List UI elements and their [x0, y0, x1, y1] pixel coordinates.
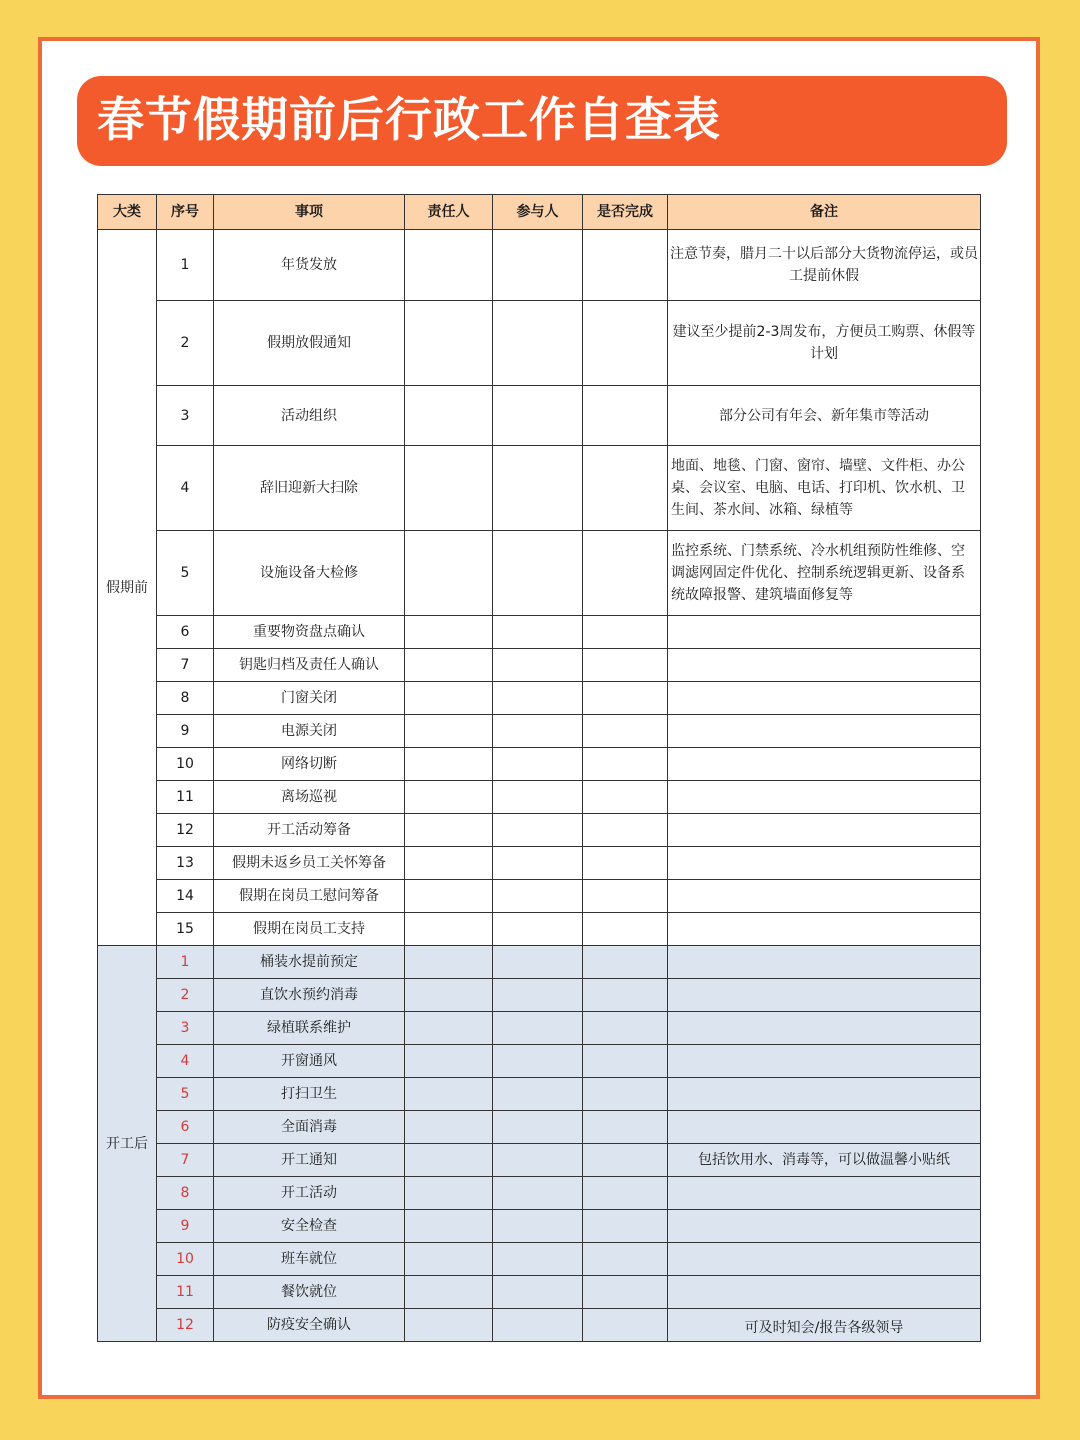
- done-cell[interactable]: [583, 1177, 668, 1210]
- row-item: 开工通知: [214, 1144, 405, 1177]
- row-item: 门窗关闭: [214, 682, 405, 715]
- row-item: 假期在岗员工慰问筹备: [214, 880, 405, 913]
- owner-cell[interactable]: [405, 1309, 493, 1342]
- participant-cell[interactable]: [493, 1177, 583, 1210]
- row-note: 可及时知会/报告各级领导: [668, 1309, 981, 1342]
- participant-cell[interactable]: [493, 1111, 583, 1144]
- header-done: 是否完成: [583, 195, 668, 230]
- row-note: 注意节奏，腊月二十以后部分大货物流停运，或员工提前休假: [668, 230, 981, 301]
- participant-cell[interactable]: [493, 1276, 583, 1309]
- done-cell[interactable]: [583, 230, 668, 301]
- row-item: 班车就位: [214, 1243, 405, 1276]
- page-title: 春节假期前后行政工作自查表: [97, 93, 721, 148]
- after-row: [98, 1243, 981, 1276]
- row-item: 网络切断: [214, 748, 405, 781]
- participant-cell[interactable]: [493, 616, 583, 649]
- row-item: 假期在岗员工支持: [214, 913, 405, 946]
- row-number: 6: [157, 1111, 214, 1144]
- before-row: [98, 230, 981, 301]
- after-row: [98, 1177, 981, 1210]
- owner-cell[interactable]: [405, 913, 493, 946]
- participant-cell[interactable]: [493, 913, 583, 946]
- row-note: [668, 880, 981, 913]
- before-row: [98, 715, 981, 748]
- row-item: 钥匙归档及责任人确认: [214, 649, 405, 682]
- after-row: [98, 1276, 981, 1309]
- row-number: 7: [157, 649, 214, 682]
- header-row: [98, 195, 981, 230]
- owner-cell[interactable]: [405, 1243, 493, 1276]
- row-number: 2: [157, 979, 214, 1012]
- participant-cell[interactable]: [493, 531, 583, 616]
- owner-cell[interactable]: [405, 446, 493, 531]
- row-number: 4: [157, 1045, 214, 1078]
- done-cell[interactable]: [583, 814, 668, 847]
- row-item: 假期放假通知: [214, 301, 405, 386]
- row-item: 开工活动: [214, 1177, 405, 1210]
- done-cell[interactable]: [583, 715, 668, 748]
- row-item: 桶装水提前预定: [214, 946, 405, 979]
- row-note: [668, 1078, 981, 1111]
- row-number: 2: [157, 301, 214, 386]
- row-note: [668, 979, 981, 1012]
- done-cell[interactable]: [583, 386, 668, 446]
- row-number: 15: [157, 913, 214, 946]
- participant-cell[interactable]: [493, 230, 583, 301]
- owner-cell[interactable]: [405, 847, 493, 880]
- before-row: [98, 649, 981, 682]
- owner-cell[interactable]: [405, 1177, 493, 1210]
- done-cell[interactable]: [583, 913, 668, 946]
- row-number: 14: [157, 880, 214, 913]
- row-number: 4: [157, 446, 214, 531]
- done-cell[interactable]: [583, 880, 668, 913]
- after-row: [98, 1309, 981, 1342]
- row-note: [668, 616, 981, 649]
- row-item: 安全检查: [214, 1210, 405, 1243]
- owner-cell[interactable]: [405, 1012, 493, 1045]
- row-note: [668, 847, 981, 880]
- owner-cell[interactable]: [405, 748, 493, 781]
- row-note: [668, 946, 981, 979]
- row-item: 活动组织: [214, 386, 405, 446]
- participant-cell[interactable]: [493, 649, 583, 682]
- row-number: 1: [157, 946, 214, 979]
- after-row: [98, 979, 981, 1012]
- owner-cell[interactable]: [405, 979, 493, 1012]
- row-number: 10: [157, 1243, 214, 1276]
- done-cell[interactable]: [583, 1045, 668, 1078]
- before-row: [98, 880, 981, 913]
- row-note: [668, 1012, 981, 1045]
- before-row: [98, 682, 981, 715]
- done-cell[interactable]: [583, 301, 668, 386]
- owner-cell[interactable]: [405, 1276, 493, 1309]
- participant-cell[interactable]: [493, 1078, 583, 1111]
- participant-cell[interactable]: [493, 446, 583, 531]
- participant-cell[interactable]: [493, 880, 583, 913]
- after-row: [98, 1210, 981, 1243]
- header-participant: 参与人: [493, 195, 583, 230]
- owner-cell[interactable]: [405, 301, 493, 386]
- before-row: [98, 531, 981, 616]
- row-note: [668, 715, 981, 748]
- row-item: 餐饮就位: [214, 1276, 405, 1309]
- row-item: 直饮水预约消毒: [214, 979, 405, 1012]
- owner-cell[interactable]: [405, 880, 493, 913]
- row-note: [668, 1111, 981, 1144]
- row-note: 监控系统、门禁系统、冷水机组预防性维修、空调滤网固定件优化、控制系统逻辑更新、设备系统故障报警、建筑墙面修复等: [668, 531, 981, 616]
- row-item: 电源关闭: [214, 715, 405, 748]
- row-note: [668, 781, 981, 814]
- row-number: 5: [157, 1078, 214, 1111]
- header-note: 备注: [668, 195, 981, 230]
- row-note: [668, 1045, 981, 1078]
- done-cell[interactable]: [583, 1012, 668, 1045]
- participant-cell[interactable]: [493, 715, 583, 748]
- done-cell[interactable]: [583, 1210, 668, 1243]
- row-number: 7: [157, 1144, 214, 1177]
- row-number: 11: [157, 781, 214, 814]
- participant-cell[interactable]: [493, 781, 583, 814]
- before-row: [98, 616, 981, 649]
- row-note: [668, 1243, 981, 1276]
- participant-cell[interactable]: [493, 1210, 583, 1243]
- row-number: 9: [157, 715, 214, 748]
- row-note: [668, 1276, 981, 1309]
- done-cell[interactable]: [583, 946, 668, 979]
- participant-cell[interactable]: [493, 301, 583, 386]
- row-number: 1: [157, 230, 214, 301]
- owner-cell[interactable]: [405, 946, 493, 979]
- owner-cell[interactable]: [405, 1144, 493, 1177]
- row-item: 全面消毒: [214, 1111, 405, 1144]
- checklist-table: [97, 194, 981, 1342]
- participant-cell[interactable]: [493, 1309, 583, 1342]
- participant-cell[interactable]: [493, 814, 583, 847]
- owner-cell[interactable]: [405, 682, 493, 715]
- row-note: 部分公司有年会、新年集市等活动: [668, 386, 981, 446]
- after-row: [98, 1012, 981, 1045]
- after-row: [98, 1111, 981, 1144]
- row-item: 防疫安全确认: [214, 1309, 405, 1342]
- owner-cell[interactable]: [405, 531, 493, 616]
- row-note: [668, 682, 981, 715]
- header-owner: 责任人: [405, 195, 493, 230]
- after-row: [98, 1045, 981, 1078]
- done-cell[interactable]: [583, 781, 668, 814]
- row-item: 设施设备大检修: [214, 531, 405, 616]
- owner-cell[interactable]: [405, 649, 493, 682]
- row-number: 3: [157, 1012, 214, 1045]
- row-note: [668, 913, 981, 946]
- done-cell[interactable]: [583, 531, 668, 616]
- before-row: [98, 847, 981, 880]
- done-cell[interactable]: [583, 446, 668, 531]
- done-cell[interactable]: [583, 682, 668, 715]
- row-note: [668, 649, 981, 682]
- row-item: 年货发放: [214, 230, 405, 301]
- owner-cell[interactable]: [405, 386, 493, 446]
- after-row: [98, 1078, 981, 1111]
- header-number: 序号: [157, 195, 214, 230]
- owner-cell[interactable]: [405, 814, 493, 847]
- done-cell[interactable]: [583, 1276, 668, 1309]
- category-cell: 开工后: [98, 946, 157, 1342]
- done-cell[interactable]: [583, 1144, 668, 1177]
- done-cell[interactable]: [583, 1111, 668, 1144]
- done-cell[interactable]: [583, 979, 668, 1012]
- row-number: 9: [157, 1210, 214, 1243]
- owner-cell[interactable]: [405, 1078, 493, 1111]
- participant-cell[interactable]: [493, 1012, 583, 1045]
- after-row: [98, 946, 981, 979]
- done-cell[interactable]: [583, 1243, 668, 1276]
- participant-cell[interactable]: [493, 1144, 583, 1177]
- participant-cell[interactable]: [493, 979, 583, 1012]
- row-note: 建议至少提前2-3周发布，方便员工购票、休假等计划: [668, 301, 981, 386]
- row-number: 6: [157, 616, 214, 649]
- done-cell[interactable]: [583, 748, 668, 781]
- before-row: [98, 301, 981, 386]
- row-item: 开窗通风: [214, 1045, 405, 1078]
- done-cell[interactable]: [583, 1309, 668, 1342]
- done-cell[interactable]: [583, 616, 668, 649]
- owner-cell[interactable]: [405, 1210, 493, 1243]
- participant-cell[interactable]: [493, 1243, 583, 1276]
- row-item: 重要物资盘点确认: [214, 616, 405, 649]
- row-item: 打扫卫生: [214, 1078, 405, 1111]
- row-number: 12: [157, 1309, 214, 1342]
- participant-cell[interactable]: [493, 946, 583, 979]
- participant-cell[interactable]: [493, 682, 583, 715]
- row-note: [668, 1210, 981, 1243]
- row-item: 假期未返乡员工关怀筹备: [214, 847, 405, 880]
- done-cell[interactable]: [583, 649, 668, 682]
- owner-cell[interactable]: [405, 230, 493, 301]
- row-number: 3: [157, 386, 214, 446]
- owner-cell[interactable]: [405, 715, 493, 748]
- done-cell[interactable]: [583, 847, 668, 880]
- before-row: [98, 913, 981, 946]
- row-item: 开工活动筹备: [214, 814, 405, 847]
- row-note: [668, 814, 981, 847]
- owner-cell[interactable]: [405, 1045, 493, 1078]
- owner-cell[interactable]: [405, 1111, 493, 1144]
- row-number: 8: [157, 1177, 214, 1210]
- row-item: 离场巡视: [214, 781, 405, 814]
- row-note: [668, 748, 981, 781]
- participant-cell[interactable]: [493, 1045, 583, 1078]
- header-item: 事项: [214, 195, 405, 230]
- row-item: 辞旧迎新大扫除: [214, 446, 405, 531]
- owner-cell[interactable]: [405, 616, 493, 649]
- owner-cell[interactable]: [405, 781, 493, 814]
- row-number: 5: [157, 531, 214, 616]
- before-row: [98, 781, 981, 814]
- before-row: [98, 386, 981, 446]
- before-row: [98, 748, 981, 781]
- after-row: [98, 1144, 981, 1177]
- participant-cell[interactable]: [493, 386, 583, 446]
- row-item: 绿植联系维护: [214, 1012, 405, 1045]
- row-note: 地面、地毯、门窗、窗帘、墙壁、文件柜、办公桌、会议室、电脑、电话、打印机、饮水机、卫生间、茶水间、冰箱、绿植等: [668, 446, 981, 531]
- row-number: 10: [157, 748, 214, 781]
- category-cell: 假期前: [98, 230, 157, 946]
- participant-cell[interactable]: [493, 847, 583, 880]
- done-cell[interactable]: [583, 1078, 668, 1111]
- before-row: [98, 446, 981, 531]
- row-note: [668, 1177, 981, 1210]
- header-category: 大类: [98, 195, 157, 230]
- row-number: 11: [157, 1276, 214, 1309]
- title-banner: [77, 76, 1007, 166]
- row-note: 包括饮用水、消毒等，可以做温馨小贴纸: [668, 1144, 981, 1177]
- participant-cell[interactable]: [493, 748, 583, 781]
- row-number: 12: [157, 814, 214, 847]
- row-number: 13: [157, 847, 214, 880]
- row-number: 8: [157, 682, 214, 715]
- before-row: [98, 814, 981, 847]
